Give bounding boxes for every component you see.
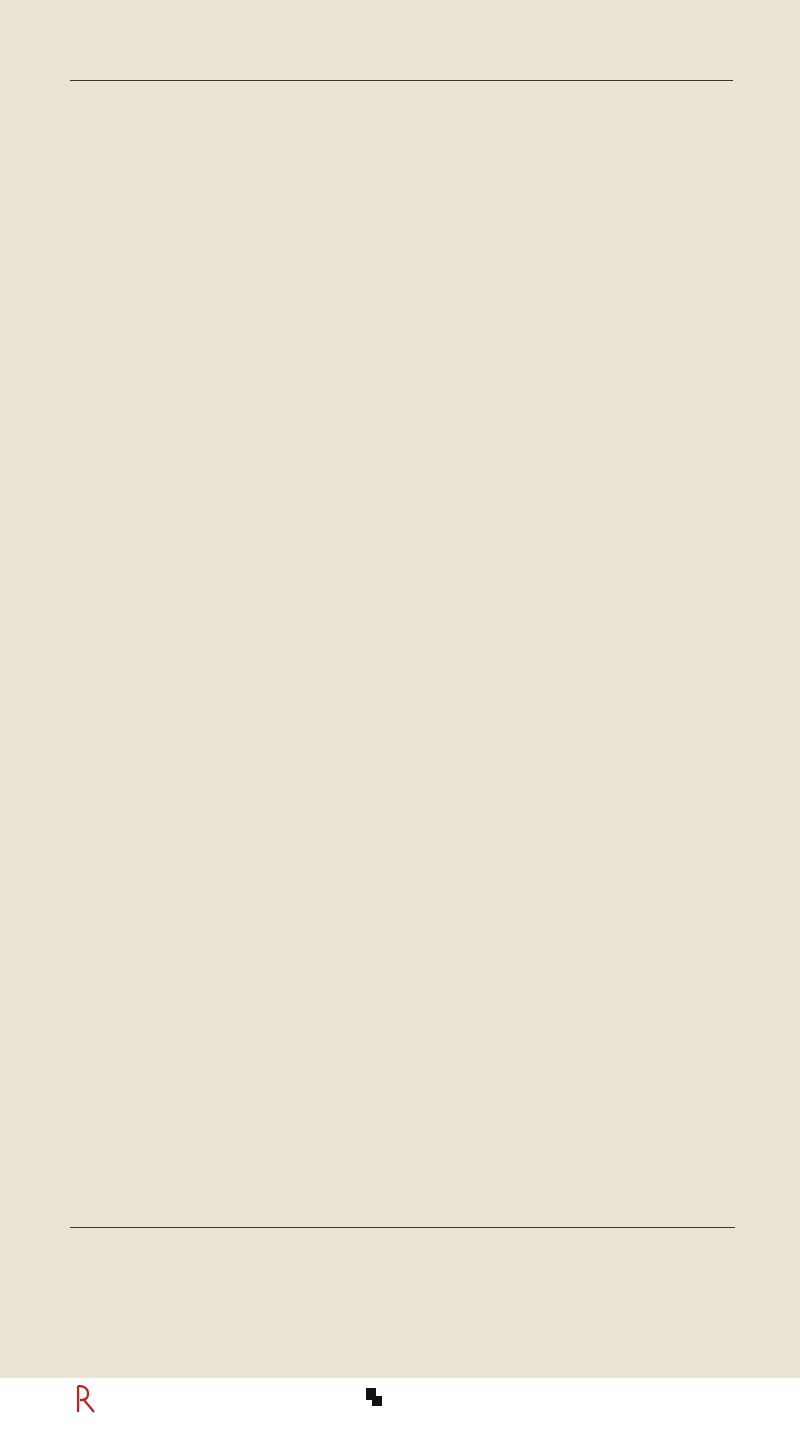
ub-heidelberg-logo-icon — [74, 1384, 98, 1414]
kunstbibliothek-logo-icon — [366, 1388, 382, 1406]
digitization-bar — [0, 1378, 800, 1435]
running-header — [70, 52, 733, 81]
footer-rule — [70, 1227, 735, 1228]
